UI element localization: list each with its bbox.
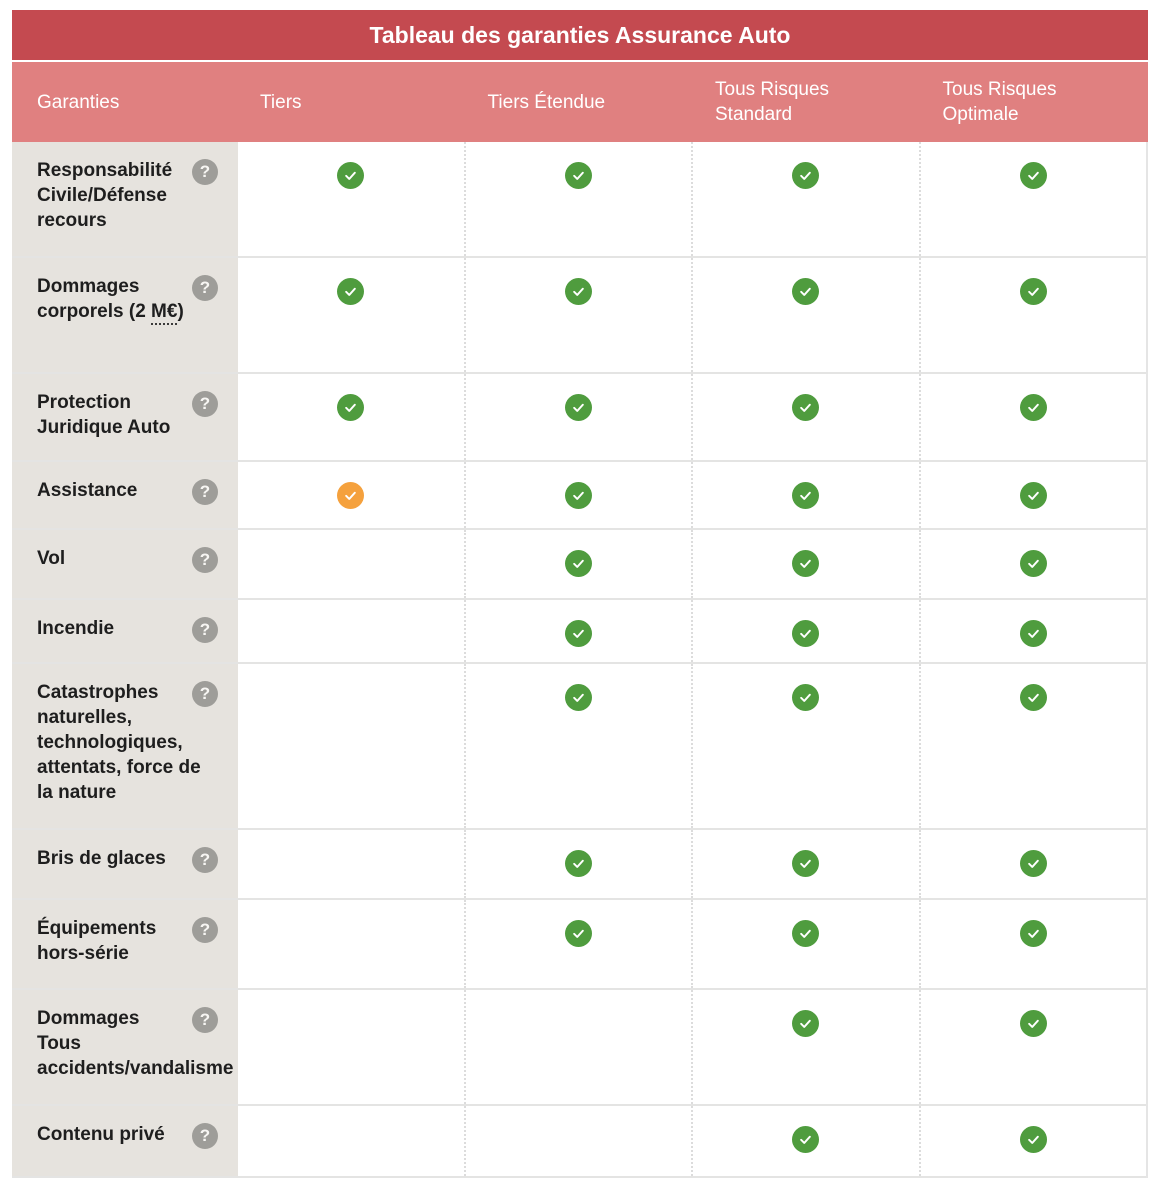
help-icon[interactable]: ?: [192, 917, 218, 943]
check-icon: [1020, 920, 1047, 947]
check-icon: [565, 684, 592, 711]
cell-tous-risques-optimale: [919, 530, 1147, 598]
guarantee-label-cell: [12, 142, 238, 256]
cell-tiers: [238, 258, 464, 372]
cell-tiers-etendue: [464, 374, 692, 460]
guarantee-label: Assistance: [37, 480, 138, 501]
check-icon: [565, 482, 592, 509]
guarantee-label: Bris de glaces: [37, 848, 166, 869]
check-icon: [337, 482, 364, 509]
guarantee-label-cell: [12, 990, 238, 1104]
check-icon: [792, 482, 819, 509]
check-icon: [1020, 162, 1047, 189]
help-icon[interactable]: ?: [192, 681, 218, 707]
check-icon: [337, 162, 364, 189]
cell-tous-risques-standard: [691, 142, 919, 256]
cell-tous-risques-standard: [691, 664, 919, 828]
guarantee-label: Responsabilité Civile/Défense recours: [37, 160, 173, 231]
help-icon[interactable]: ?: [192, 391, 218, 417]
cell-tiers-etendue: [464, 600, 692, 662]
guarantee-label-cell: [12, 530, 238, 598]
column-header-tous-risques-standard: Tous Risques Standard: [715, 79, 830, 125]
cell-tous-risques-optimale: [919, 990, 1147, 1104]
cell-tiers-etendue: [464, 990, 692, 1104]
table-row: [12, 830, 1146, 900]
check-icon: [565, 394, 592, 421]
check-icon: [792, 684, 819, 711]
cell-tous-risques-optimale: [919, 600, 1147, 662]
check-icon: [1020, 394, 1047, 421]
help-icon[interactable]: ?: [192, 847, 218, 873]
help-icon[interactable]: ?: [192, 617, 218, 643]
help-icon[interactable]: ?: [192, 1123, 218, 1149]
table-row: [12, 142, 1146, 258]
page-title: Tableau des garanties Assurance Auto: [369, 21, 791, 48]
column-header-tiers-etendue: Tiers Étendue: [487, 91, 606, 113]
check-icon: [337, 278, 364, 305]
check-icon: [565, 850, 592, 877]
guarantee-label: Contenu privé: [37, 1124, 165, 1145]
cell-tous-risques-optimale: [919, 374, 1147, 460]
check-icon: [1020, 482, 1047, 509]
cell-tous-risques-standard: [691, 900, 919, 988]
column-header-tiers: Tiers: [260, 91, 302, 113]
check-icon: [792, 920, 819, 947]
table-row: [12, 990, 1146, 1106]
cell-tiers: [238, 990, 464, 1104]
check-icon: [1020, 620, 1047, 647]
guarantee-label-cell: [12, 1106, 238, 1176]
tooltip-term[interactable]: M€: [151, 301, 177, 325]
guarantee-label: Incendie: [37, 618, 115, 639]
check-icon: [792, 278, 819, 305]
cell-tiers-etendue: [464, 142, 692, 256]
guarantee-label-cell: [12, 462, 238, 528]
check-icon: [792, 1126, 819, 1153]
help-icon[interactable]: ?: [192, 1007, 218, 1033]
cell-tiers: [238, 900, 464, 988]
check-icon: [1020, 850, 1047, 877]
cell-tiers: [238, 1106, 464, 1176]
cell-tiers: [238, 142, 464, 256]
cell-tiers: [238, 530, 464, 598]
cell-tiers: [238, 374, 464, 460]
cell-tous-risques-standard: [691, 600, 919, 662]
guarantee-label-cell: [12, 830, 238, 898]
cell-tiers-etendue: [464, 530, 692, 598]
check-icon: [565, 162, 592, 189]
guarantee-label-cell: [12, 600, 238, 662]
guarantee-label: Dommages Tous accidents/vandalisme: [37, 1008, 234, 1079]
check-icon: [792, 394, 819, 421]
help-icon[interactable]: ?: [192, 547, 218, 573]
check-icon: [792, 550, 819, 577]
column-header-tous-risques-optimale: Tous Risques Optimale: [942, 79, 1057, 125]
help-icon[interactable]: ?: [192, 479, 218, 505]
table-row: [12, 600, 1146, 664]
cell-tous-risques-optimale: [919, 1106, 1147, 1176]
table-row: [12, 258, 1146, 374]
cell-tous-risques-standard: [691, 1106, 919, 1176]
table-row: [12, 462, 1146, 530]
check-icon: [792, 1010, 819, 1037]
guarantee-label: Équipements hors-série: [37, 918, 157, 964]
cell-tiers: [238, 462, 464, 528]
cell-tous-risques-optimale: [919, 830, 1147, 898]
cell-tous-risques-standard: [691, 830, 919, 898]
cell-tiers-etendue: [464, 1106, 692, 1176]
table-body: [12, 142, 1148, 1178]
check-icon: [1020, 684, 1047, 711]
guarantee-label: Vol: [37, 548, 66, 569]
guarantee-label-cell: [12, 258, 238, 372]
cell-tous-risques-standard: [691, 462, 919, 528]
cell-tiers-etendue: [464, 900, 692, 988]
table-row: [12, 664, 1146, 830]
check-icon: [1020, 1126, 1047, 1153]
cell-tous-risques-optimale: [919, 258, 1147, 372]
help-icon[interactable]: ?: [192, 159, 218, 185]
cell-tous-risques-standard: [691, 374, 919, 460]
table-title-bar: [12, 10, 1148, 60]
cell-tous-risques-optimale: [919, 462, 1147, 528]
guarantee-label-cell: [12, 374, 238, 460]
check-icon: [792, 620, 819, 647]
cell-tiers: [238, 664, 464, 828]
check-icon: [565, 620, 592, 647]
cell-tiers-etendue: [464, 462, 692, 528]
check-icon: [1020, 1010, 1047, 1037]
guarantee-label-cell: [12, 900, 238, 988]
cell-tiers-etendue: [464, 258, 692, 372]
cell-tous-risques-standard: [691, 990, 919, 1104]
guarantee-label: Dommages corporels (2 M€): [37, 276, 184, 325]
guarantee-label-cell: [12, 664, 238, 828]
cell-tous-risques-standard: [691, 258, 919, 372]
check-icon: [792, 850, 819, 877]
check-icon: [1020, 550, 1047, 577]
check-icon: [565, 920, 592, 947]
help-icon[interactable]: ?: [192, 275, 218, 301]
cell-tous-risques-optimale: [919, 900, 1147, 988]
guarantees-table: [12, 10, 1148, 1178]
table-row: [12, 530, 1146, 600]
check-icon: [337, 394, 364, 421]
cell-tiers: [238, 830, 464, 898]
check-icon: [1020, 278, 1047, 305]
cell-tous-risques-optimale: [919, 142, 1147, 256]
guarantee-label: Protection Juridique Auto: [37, 392, 171, 438]
cell-tiers-etendue: [464, 830, 692, 898]
table-header-row: [12, 62, 1148, 142]
column-header-garanties: Garanties: [37, 91, 120, 113]
cell-tiers-etendue: [464, 664, 692, 828]
check-icon: [792, 162, 819, 189]
table-row: [12, 374, 1146, 462]
cell-tiers: [238, 600, 464, 662]
cell-tous-risques-standard: [691, 530, 919, 598]
table-row: [12, 1106, 1146, 1178]
cell-tous-risques-optimale: [919, 664, 1147, 828]
check-icon: [565, 550, 592, 577]
guarantee-label: Catastrophes naturelles, technologiques, attentats, force de la nature: [37, 682, 201, 803]
check-icon: [565, 278, 592, 305]
table-row: [12, 900, 1146, 990]
